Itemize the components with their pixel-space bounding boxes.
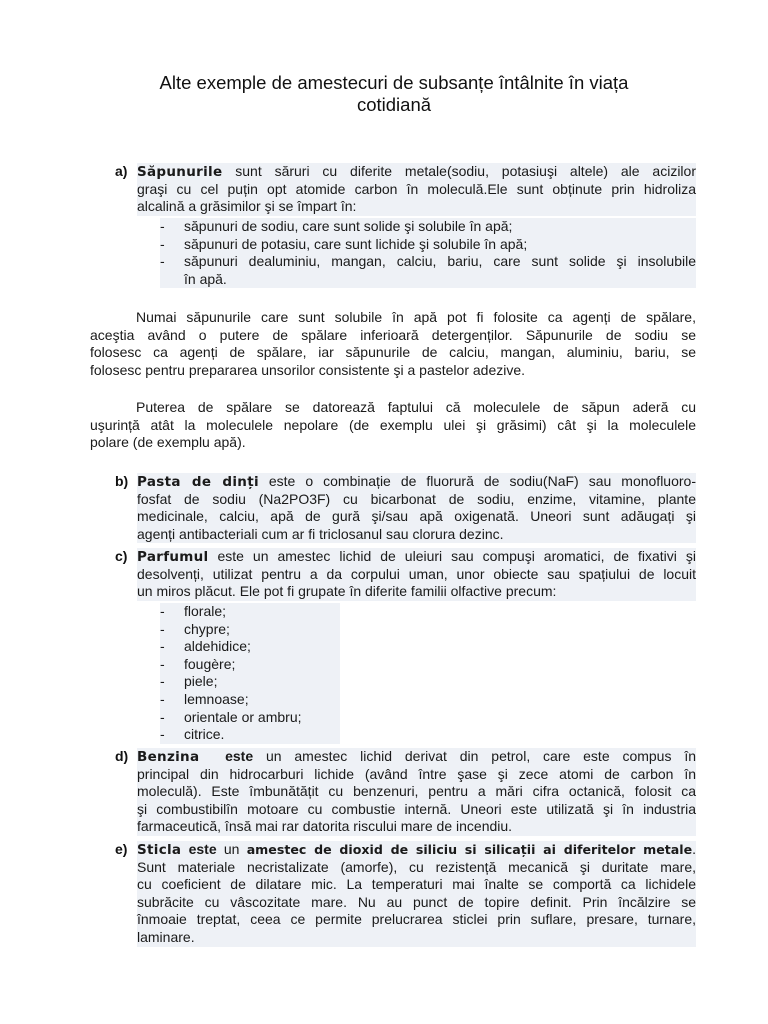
list-item-continuation: în apă.	[184, 270, 227, 287]
item-c-text: Parfumul este un amestec lichid de uleiuri sau compuşi aromatici, de fixativi şi desolvenți, utilizat pentru a da corpului uman, unor obiecte sau spațiului de locuit un miros plăcut. Ele pot fi grupate în diferite familii olfactive precum:	[137, 548, 696, 600]
item-b-keyword: Pasta de dinți	[137, 474, 259, 490]
item-c-bullets	[160, 603, 340, 744]
list-item: - orientale or ambru;	[160, 708, 302, 725]
item-a-bullets	[160, 218, 696, 288]
list-item: - florale;	[160, 603, 227, 619]
item-b-text: Pasta de dinți este o combinație de fluorură de sodiu(NaF) sau monofluoro- fosfat de sodiu (Na2PO3F) cu bicarbonat de sodiu, enzime, vitamine, plante medicinale, calciu, apă de gură şi/sau apă oxigenată. Uneori sunt adăugați şi agenți antibacteriali cum ar fi triclosanul sau clorura dezinc.	[137, 473, 696, 542]
item-e-text: Sticla este un amestec de dioxid de siliciu si silicații ai diferitelor metale. Sunt materiale necristalizate (amorfe), cu rezistență mecanică şi duritate mare, cu coeficient de dilatare mic. La temperaturi mai înalte se comportă ca lichidele subrăcite cu vâscozitate mare. Nu au punct de topire definit. Prin încălzire se înmoaie treptat, ceea ce permite prelucrarea sticlei prin suflare, presare, turnare, laminare.	[137, 841, 696, 945]
item-label-a: a)	[115, 163, 128, 179]
item-c-keyword: Parfumul	[137, 549, 209, 565]
item-a-keyword: Săpunurile	[137, 164, 223, 180]
title-line-1: Alte exemple de amestecuri de subsanțe întâlnite în viața	[159, 72, 629, 93]
item-e-keyword: Sticla	[137, 842, 182, 858]
item-d-keyword-verb: este	[225, 748, 254, 764]
item-a-text: Săpunurile sunt săruri cu diferite metale(sodiu, potasiuşi altele) ale acizilor graşi cu cel puțin opt atomide carbon în moleculă.Ele sunt obținute prin hidroliza alcalină a grăsimilor şi se împart în:	[137, 163, 696, 215]
list-item: - săpunuri dealuminiu, mangan, calciu, bariu, care sunt solide şi insolubile	[160, 253, 696, 270]
item-d-keyword: Benzina	[137, 749, 200, 765]
title-line-2: cotidiană	[356, 94, 432, 115]
item-d-text: Benzina este un amestec lichid derivat din petrol, care este compus în principal din hidrocarburi lichide (având între şase şi zece atomi de carbon în moleculă). Este îmbunătățit cu benzenuri, pentru a mări cifra octanică, folosit ca şi combustibilîn motoare cu combustie internă. Uneori este utilizată şi în industria farmaceutică, însă mai rar datorita riscului mare de incendiu.	[137, 748, 696, 835]
page-title	[90, 72, 698, 116]
item-e-definition: amestec de dioxid de siliciu si silicații ai diferitelor metale	[246, 842, 693, 857]
item-label-b: b)	[115, 473, 129, 489]
list-item: - săpunuri de sodiu, care sunt solide şi solubile în apă;	[160, 218, 513, 234]
list-item: - chypre;	[160, 620, 230, 637]
list-item: - săpunuri de potasiu, care sunt lichide şi solubile în apă;	[160, 235, 528, 252]
item-label-d: d)	[115, 748, 129, 764]
list-item: - aldehidice;	[160, 638, 251, 655]
list-item: - citrice.	[160, 726, 225, 743]
paragraph-2: Puterea de spălare se datorează faptului că moleculele de săpun aderă cu uşurință atât la moleculele nepolare (de exemplu ulei şi grăsimi) cât şi la moleculele polare (de exemplu apă).	[90, 399, 696, 451]
paragraph-1: Numai săpunurile care sunt solubile în apă pot fi folosite ca agenți de spălare, aceştia având o putere de spălare inferioară detergenților. Săpunurile de sodiu se folosesc ca agenți de spălare, iar săpunurile de calciu, mangan, aluminiu, bariu, se folosesc pentru prepararea unsorilor consistente şi a pastelor adezive.	[90, 309, 696, 378]
item-label-c: c)	[115, 548, 128, 564]
list-item: - fougère;	[160, 655, 236, 672]
item-e-keyword-verb: este	[188, 841, 217, 857]
list-item: - lemnoase;	[160, 690, 249, 707]
list-item: - piele;	[160, 673, 218, 690]
item-label-e: e)	[115, 841, 128, 857]
